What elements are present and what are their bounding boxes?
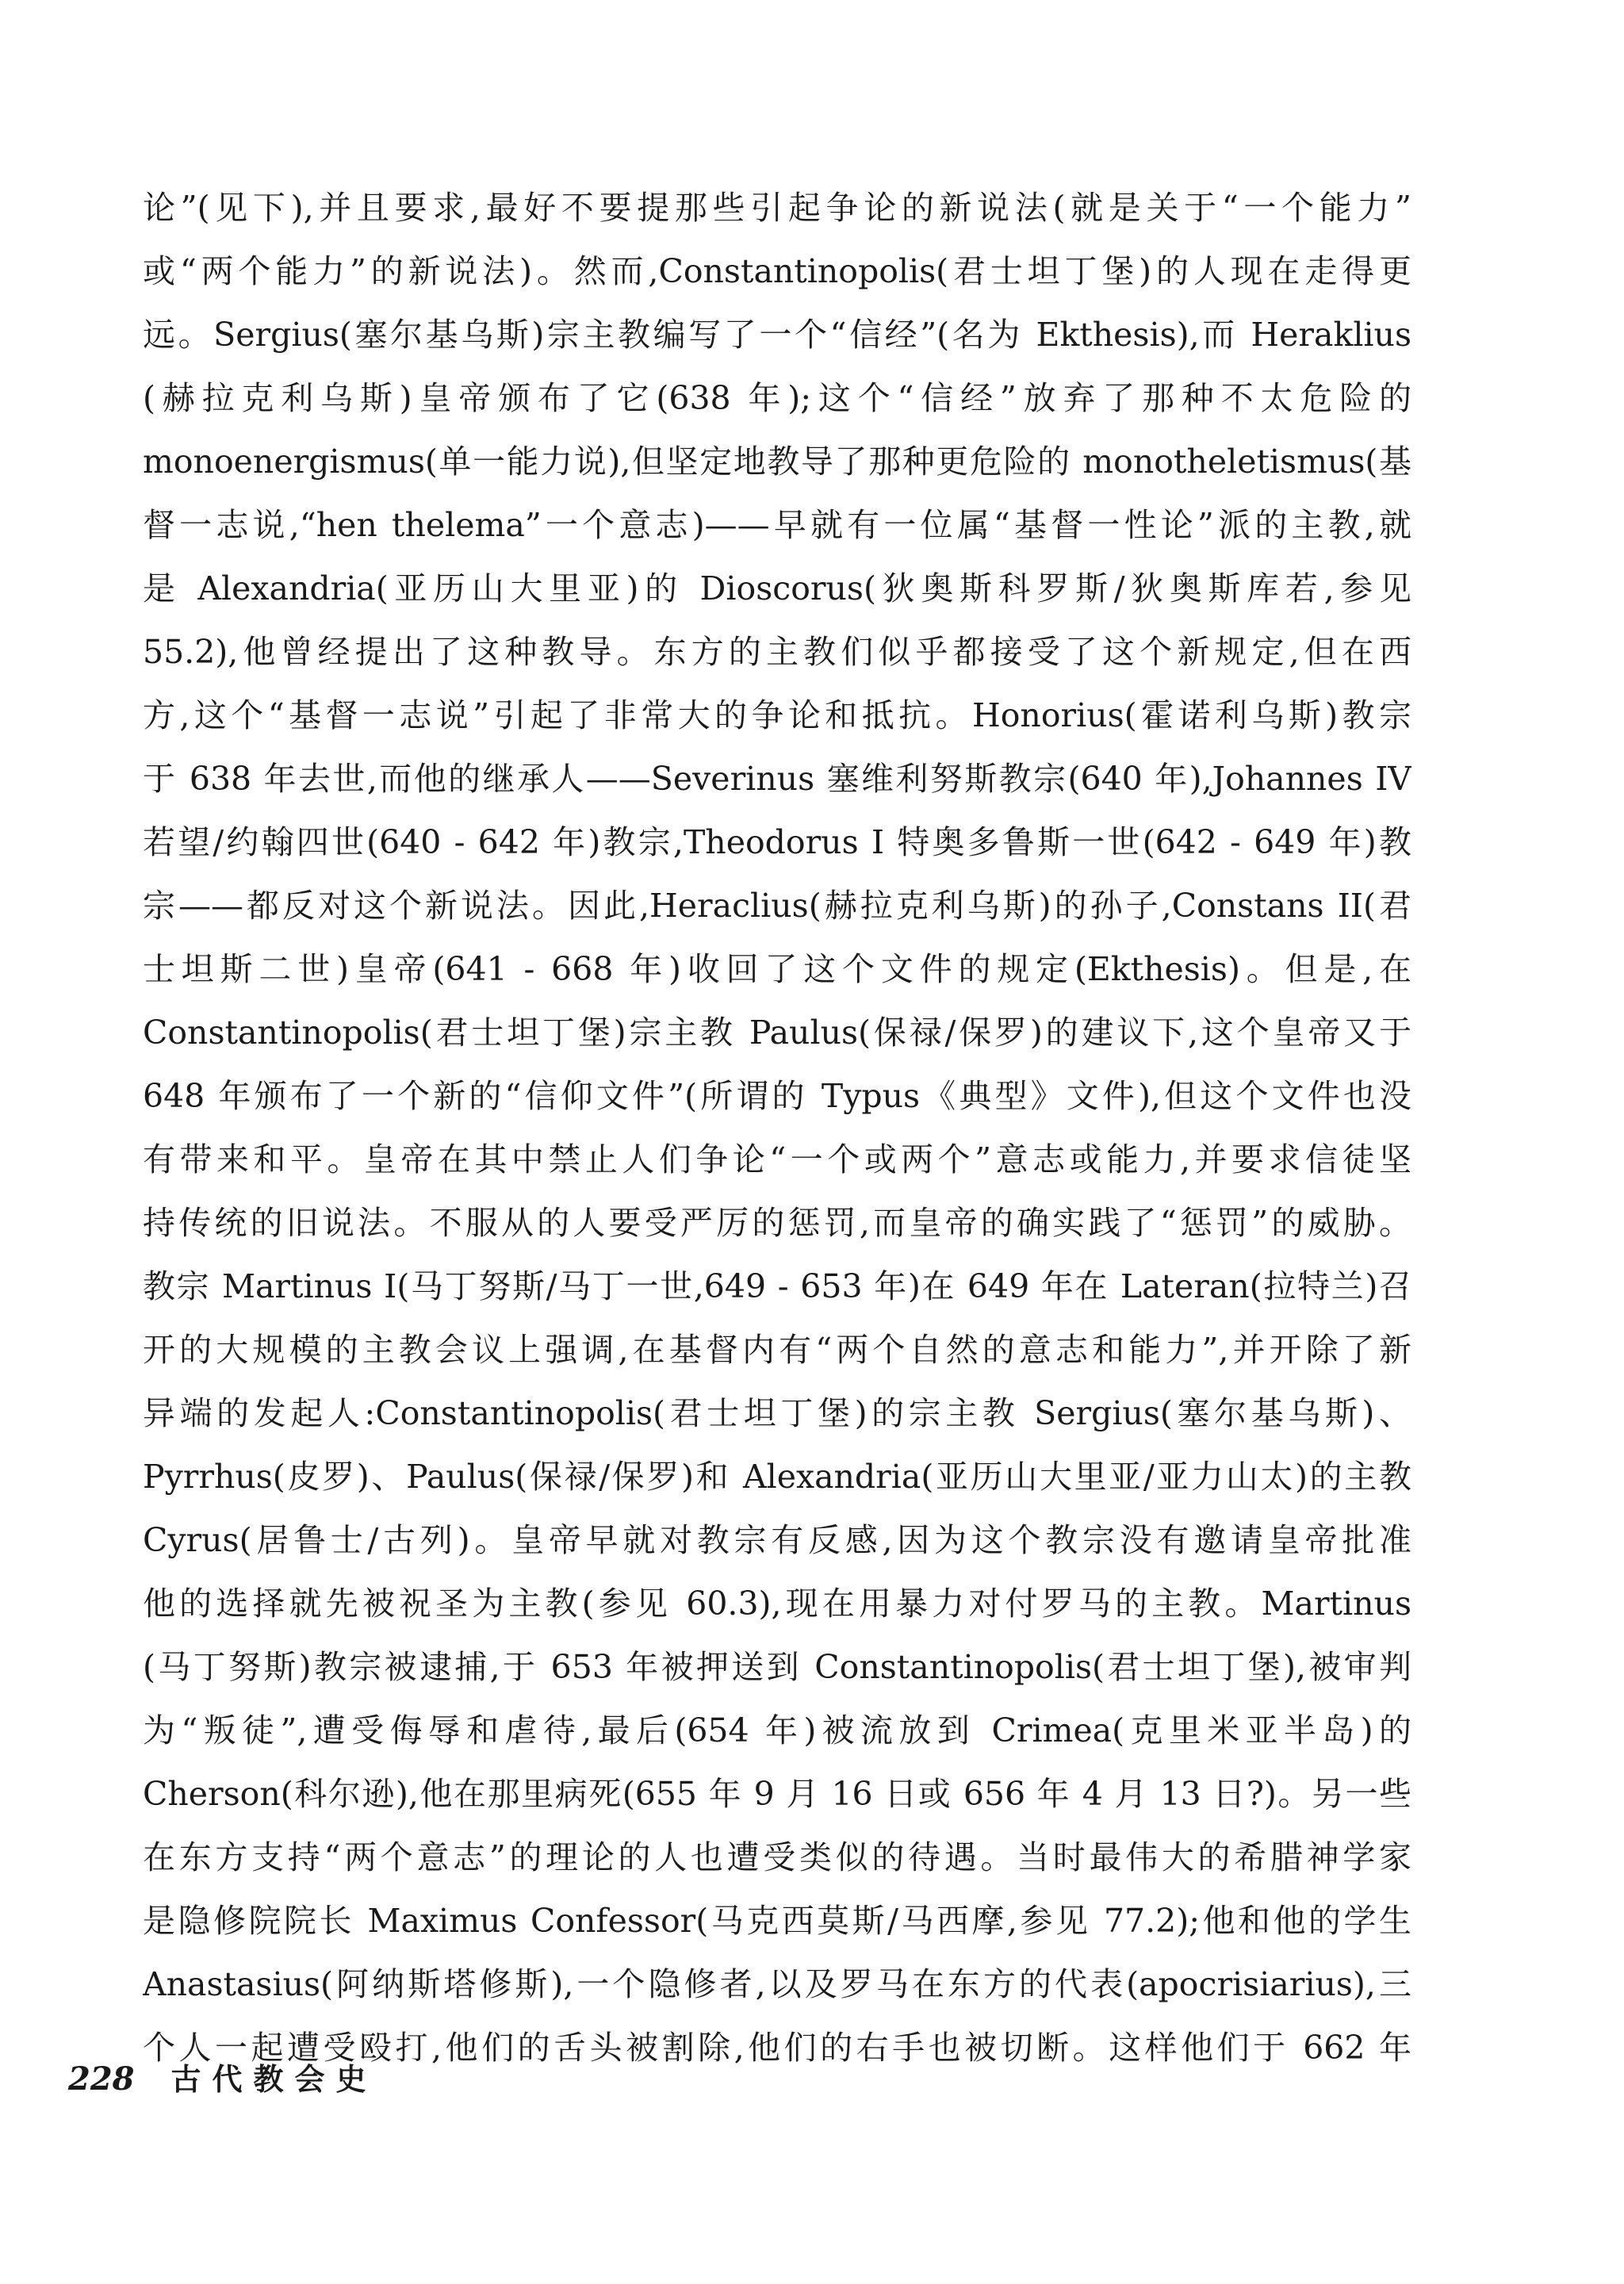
text-line: 为“叛徒”,遭受侮辱和虐待,最后(654 年)被流放到 Crimea(克里米亚半岛)的 <box>143 1711 1411 1749</box>
text-line: 异端的发起人:Constantinopolis(君士坦丁堡)的宗主教 Sergius(塞尔基乌斯)、 <box>143 1394 1411 1432</box>
page-footer <box>68 2056 377 2103</box>
text-line: monoenergismus(单一能力说),但坚定地教导了那种更危险的 monotheletismus(基 <box>143 443 1411 481</box>
text-line: 士坦斯二世)皇帝(641 - 668 年)收回了这个文件的规定(Ekthesis)。但是,在 <box>143 950 1411 988</box>
text-line: 55.2),他曾经提出了这种教导。东方的主教们似乎都接受了这个新规定,但在西 <box>143 633 1411 671</box>
text-line: 个人一起遭受殴打,他们的舌头被割除,他们的右手也被切断。这样他们于 662 年 <box>143 2029 1411 2067</box>
text-line: Cyrus(居鲁士/古列)。皇帝早就对教宗有反感,因为这个教宗没有邀请皇帝批准 <box>143 1521 1411 1559</box>
page-number: 228 <box>68 2060 135 2098</box>
text-line: 远。Sergius(塞尔基乌斯)宗主教编写了一个“信经”(名为 Ekthesis),而 Heraklius <box>143 316 1411 354</box>
text-line: 开的大规模的主教会议上强调,在基督内有“两个自然的意志和能力”,并开除了新 <box>143 1331 1411 1369</box>
text-line: Cherson(科尔逊),他在那里病死(655 年 9 月 16 日或 656 年 4 月 13 日?)。另一些 <box>143 1775 1411 1813</box>
text-line: 648 年颁布了一个新的“信仰文件”(所谓的 Typus《典型》文件),但这个文件也没 <box>143 1077 1411 1115</box>
text-line: 方,这个“基督一志说”引起了非常大的争论和抵抗。Honorius(霍诺利乌斯)教宗 <box>143 696 1411 734</box>
text-line: (马丁努斯)教宗被逮捕,于 653 年被押送到 Constantinopolis(君士坦丁堡),被审判 <box>143 1648 1411 1686</box>
text-line: 论”(见下),并且要求,最好不要提那些引起争论的新说法(就是关于“一个能力” <box>143 189 1411 227</box>
text-line: 在东方支持“两个意志”的理论的人也遭受类似的待遇。当时最伟大的希腊神学家 <box>143 1838 1411 1876</box>
running-title: 古代教会史 <box>170 2062 377 2097</box>
text-line: (赫拉克利乌斯)皇帝颁布了它(638 年);这个“信经”放弃了那种不太危险的 <box>143 379 1411 417</box>
text-line: Pyrrhus(皮罗)、Paulus(保禄/保罗)和 Alexandria(亚历山大里亚/亚力山太)的主教 <box>143 1458 1411 1496</box>
text-line: 是 Alexandria(亚历山大里亚)的 Dioscorus(狄奥斯科罗斯/狄奥斯库若,参见 <box>143 569 1411 607</box>
text-line: 或“两个能力”的新说法)。然而,Constantinopolis(君士坦丁堡)的人现在走得更 <box>143 252 1411 290</box>
body-text <box>143 176 1411 2079</box>
text-line: 宗——都反对这个新说法。因此,Heraclius(赫拉克利乌斯)的孙子,Constans II(君 <box>143 887 1411 925</box>
text-line: 于 638 年去世,而他的继承人——Severinus 塞维利努斯教宗(640 年),Johannes IV <box>143 760 1411 798</box>
text-line: 是隐修院院长 Maximus Confessor(马克西莫斯/马西摩,参见 77.2);他和他的学生 <box>143 1902 1411 1940</box>
text-line: 持传统的旧说法。不服从的人要受严厉的惩罚,而皇帝的确实践了“惩罚”的威胁。 <box>143 1204 1411 1242</box>
text-line: 教宗 Martinus I(马丁努斯/马丁一世,649 - 653 年)在 649 年在 Lateran(拉特兰)召 <box>143 1267 1411 1305</box>
text-line: 若望/约翰四世(640 - 642 年)教宗,Theodorus I 特奥多鲁斯一世(642 - 649 年)教 <box>143 823 1411 861</box>
text-line: Constantinopolis(君士坦丁堡)宗主教 Paulus(保禄/保罗)的建议下,这个皇帝又于 <box>143 1014 1411 1052</box>
text-line: Anastasius(阿纳斯塔修斯),一个隐修者,以及罗马在东方的代表(apocrisiarius),三 <box>143 1965 1411 2003</box>
text-line: 他的选择就先被祝圣为主教(参见 60.3),现在用暴力对付罗马的主教。Martinus <box>143 1585 1411 1623</box>
text-line: 督一志说,“hen thelema”一个意志)——早就有一位属“基督一性论”派的主教,就 <box>143 506 1411 544</box>
text-line: 有带来和平。皇帝在其中禁止人们争论“一个或两个”意志或能力,并要求信徒坚 <box>143 1140 1411 1178</box>
